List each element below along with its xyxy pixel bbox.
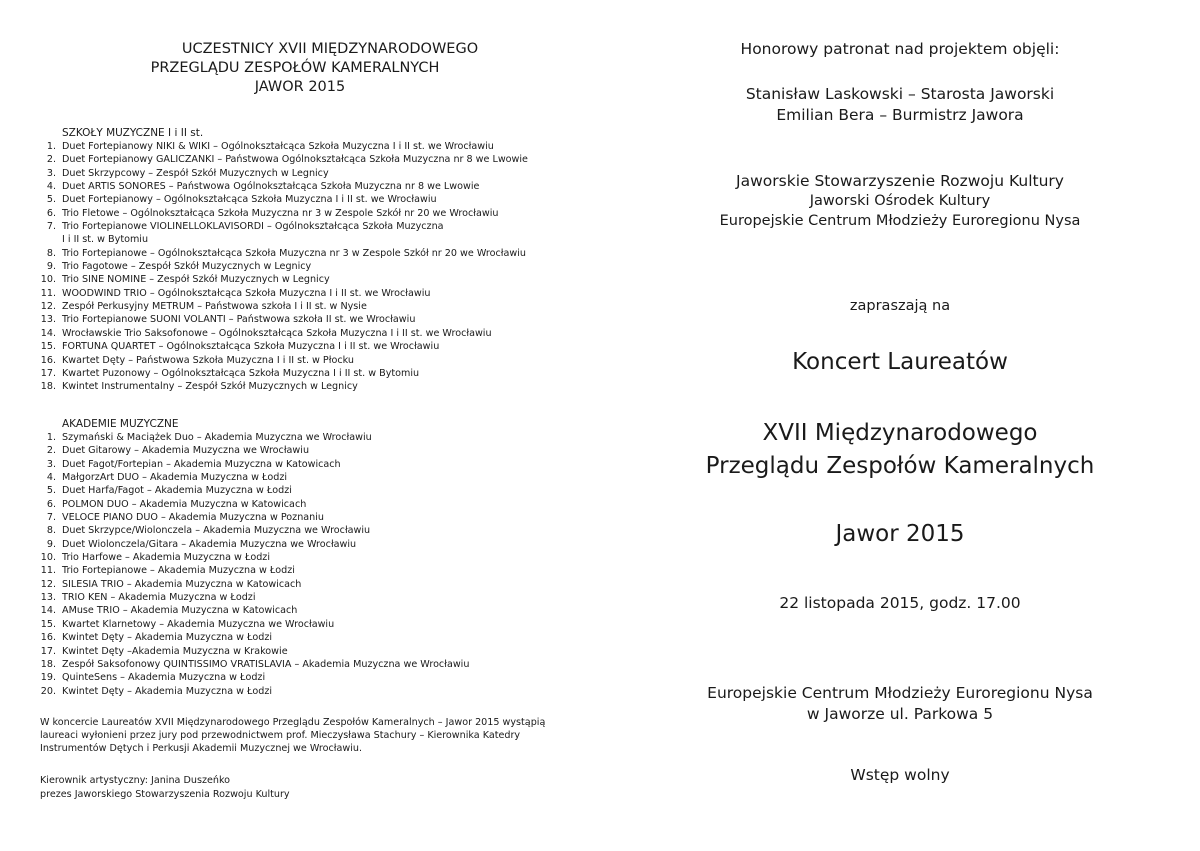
ensemble-entry: Kwartet Dęty – Państwowa Szkoła Muzyczna I i II st. w Płocku [62,354,354,366]
item-number: 7. [46,512,56,524]
ensemble-entry: WOODWIND TRIO – Ogólnokształcąca Szkoła Muzyczna I i II st. we Wrocławiu [62,287,431,299]
concert-title: Koncert Laureatów [792,349,1008,375]
jury-note [40,716,560,755]
item-number: 8. [46,525,56,537]
patronage-heading: Honorowy patronat nad projektem objęli: [740,40,1060,58]
item-number: 4. [46,472,56,484]
ensemble-entry: Wrocławskie Trio Saksofonowe – Ogólnokształcąca Szkoła Muzyczna I i II st. we Wrocławiu [62,327,492,339]
schools-heading: SZKOŁY MUZYCZNE I i II st. [62,127,204,139]
item-number: 16. [40,354,56,366]
item-number: 10. [40,552,56,564]
ensemble-entry: Duet Fagot/Fortepian – Akademia Muzyczna w Katowicach [62,458,341,470]
ensemble-entry: Trio Harfowe – Akademia Muzyczna w Łodzi [62,552,271,564]
item-number: 2. [46,445,56,457]
ensemble-entry: Duet Wiolonczela/Gitara – Akademia Muzyczna we Wrocławiu [62,538,357,550]
organizer-culture-center: Jaworski Ośrodek Kultury [809,193,991,209]
item-number: 13. [40,592,56,604]
ensemble-entry: Trio Fortepianowe – Ogólnokształcąca Szkoła Muzyczna nr 3 w Zespole Szkół nr 20 we Wrocławiu [62,247,526,259]
ensemble-entry: Szymański & Maciążek Duo – Akademia Muzyczna we Wrocławiu [62,432,372,443]
item-number: 11. [40,287,56,299]
ensemble-entry: Trio SINE NOMINE – Zespół Szkół Muzycznych w Legnicy [62,274,330,286]
item-number: 3. [46,458,56,470]
participants-title [0,40,600,97]
item-number: 18. [40,658,56,670]
title-line: PRZEGLĄDU ZESPOŁÓW KAMERALNYCH [150,60,440,76]
entry-info: Wstęp wolny [850,766,950,784]
ensemble-entry: Kwartet Puzonowy – Ogólnokształcąca Szkoła Muzyczna I i II st. w Bytomiu [62,367,420,379]
artistic-director [40,774,290,802]
ensemble-entry: Duet Skrzypcowy – Zespół Szkół Muzycznych w Legnicy [62,167,329,179]
ensemble-entry: Kwintet Dęty – Akademia Muzyczna w Łodzi [62,632,273,644]
ensemble-entry: Trio Fagotowe – Zespół Szkół Muzycznych w Legnicy [62,261,312,273]
event-title-line: XVII Międzynarodowego [762,420,1038,446]
ensemble-entry: Duet Fortepianowy GALICZANKI – Państwowa Ogólnokształcąca Szkoła Muzyczna nr 8 we Lwowie [62,154,528,166]
title-line: UCZESTNICY XVII MIĘDZYNARODOWEGO [181,41,479,57]
item-number: 9. [46,538,56,550]
organizer-youth-center: Europejskie Centrum Młodzieży Euroregionu Nysa [719,213,1081,229]
ensemble-entry: Trio Fletowe – Ogólnokształcąca Szkoła Muzyczna nr 3 w Zespole Szkół nr 20 we Wrocławiu [62,207,499,219]
note-line: W koncercie Laureatów XVII Międzynarodowego Przeglądu Zespołów Kameralnych – Jawor 2015 wystąpią [40,717,546,728]
ensemble-entry: Zespół Perkusyjny METRUM – Państwowa szkoła I i II st. w Nysie [62,301,367,313]
item-number: 1. [46,432,56,443]
ensemble-entry: VELOCE PIANO DUO – Akademia Muzyczna w Poznaniu [62,512,324,524]
ensemble-entry: Trio Fortepianowe SUONI VOLANTI – Państwowa szkoła II st. we Wrocławiu [62,314,416,326]
ensemble-entry: TRIO KEN – Akademia Muzyczna w Łodzi [62,592,256,604]
venue-name: Europejskie Centrum Młodzieży Euroregionu Nysa [707,684,1093,702]
director-role: prezes Jaworskiego Stowarzyszenia Rozwoju Kultury [40,789,290,800]
ensemble-entry: QuinteSens – Akademia Muzyczna w Łodzi [62,672,266,684]
ensemble-entry: FORTUNA QUARTET – Ogólnokształcąca Szkoła Muzyczna I i II st. we Wrocławiu [62,341,440,353]
venue-address: w Jaworze ul. Parkowa 5 [806,705,994,723]
director-name: Kierownik artystyczny: Janina Duszeńko [40,775,231,786]
ensemble-entry: Kwartet Klarnetowy – Akademia Muzyczna we Wrocławiu [62,618,335,630]
ensemble-entry: SILESIA TRIO – Akademia Muzyczna w Katowicach [62,578,302,590]
academies-heading: AKADEMIE MUZYCZNE [62,418,179,430]
ensemble-entry: Duet ARTIS SONORES – Państwowa Ogólnokształcąca Szkoła Muzyczna nr 8 we Lwowie [62,181,480,193]
ensemble-entry: Trio Fortepianowe – Akademia Muzyczna w Łodzi [62,565,295,577]
ensemble-entry: AMuse TRIO – Akademia Muzyczna w Katowicach [62,605,298,617]
item-number: 1. [46,141,56,152]
item-number: 10. [40,274,56,286]
item-number: 4. [46,181,56,193]
item-number: 17. [40,645,56,657]
item-number: 15. [40,341,56,353]
organizer-association: Jaworskie Stowarzyszenie Rozwoju Kultury [736,172,1064,190]
ensemble-entry-continued: I i II st. w Bytomiu [62,234,149,246]
ensemble-entry: Duet Harfa/Fagot – Akademia Muzyczna w Łodzi [62,485,292,497]
patron-burmistrz: Emilian Bera – Burmistrz Jawora [776,106,1024,124]
invitation-page [600,0,1200,851]
item-number: 2. [46,154,56,166]
invite-text: zapraszają na [849,298,951,314]
item-number: 16. [40,632,56,644]
patron-starosta: Stanisław Laskowski – Starosta Jaworski [745,85,1055,103]
item-number: 3. [46,167,56,179]
ensemble-entry: Duet Fortepianowy – Ogólnokształcąca Szkoła Muzyczna I i II st. we Wrocławiu [62,194,437,206]
item-number: 8. [46,247,56,259]
item-number: 11. [40,565,56,577]
ensemble-entry: Kwintet Dęty – Akademia Muzyczna w Łodzi [62,685,273,697]
ensemble-entry: Duet Fortepianowy NIKI & WIKI – Ogólnokształcąca Szkoła Muzyczna I i II st. we Wrocławiu [62,141,494,152]
item-number: 12. [40,578,56,590]
event-title-line: Przeglądu Zespołów Kameralnych [705,453,1095,479]
item-number: 7. [46,221,56,233]
item-number: 14. [40,605,56,617]
item-number: 14. [40,327,56,339]
ensemble-entry: Trio Fortepianowe VIOLINELLOKLAVISORDI – Ogólnokształcąca Szkoła Muzyczna [62,221,444,233]
event-title-line: Jawor 2015 [835,521,965,547]
ensemble-entry: Kwintet Dęty –Akademia Muzyczna w Krakowie [62,645,288,657]
item-number: 15. [40,618,56,630]
item-number: 9. [46,261,56,273]
item-number: 20. [40,685,56,697]
note-line: laureaci wyłonieni przez jury pod przewodnictwem prof. Mieczysława Stachury – Kierownika Katedry [40,730,521,741]
item-number: 6. [46,498,56,510]
item-number: 12. [40,301,56,313]
event-date: 22 listopada 2015, godz. 17.00 [779,594,1021,612]
ensemble-entry: Zespół Saksofonowy QUINTISSIMO VRATISLAVIA – Akademia Muzyczna we Wrocławiu [62,658,470,670]
item-number: 18. [40,381,56,393]
ensemble-entry: Duet Skrzypce/Wiolonczela – Akademia Muzyczna we Wrocławiu [62,525,371,537]
item-number: 6. [46,207,56,219]
note-line: Instrumentów Dętych i Perkusji Akademii Muzycznej we Wrocławiu. [40,743,363,754]
ensemble-entry: POLMON DUO – Akademia Muzyczna w Katowicach [62,498,307,510]
item-number: 13. [40,314,56,326]
ensemble-entry: MałgorzArt DUO – Akademia Muzyczna w Łodzi [62,472,288,484]
item-number: 17. [40,367,56,379]
item-number: 5. [46,485,56,497]
ensemble-entry: Kwintet Instrumentalny – Zespół Szkół Muzycznych w Legnicy [62,381,358,393]
item-number: 5. [46,194,56,206]
item-number: 19. [40,672,56,684]
title-line: JAWOR 2015 [254,79,346,95]
ensemble-entry: Duet Gitarowy – Akademia Muzyczna we Wrocławiu [62,445,310,457]
